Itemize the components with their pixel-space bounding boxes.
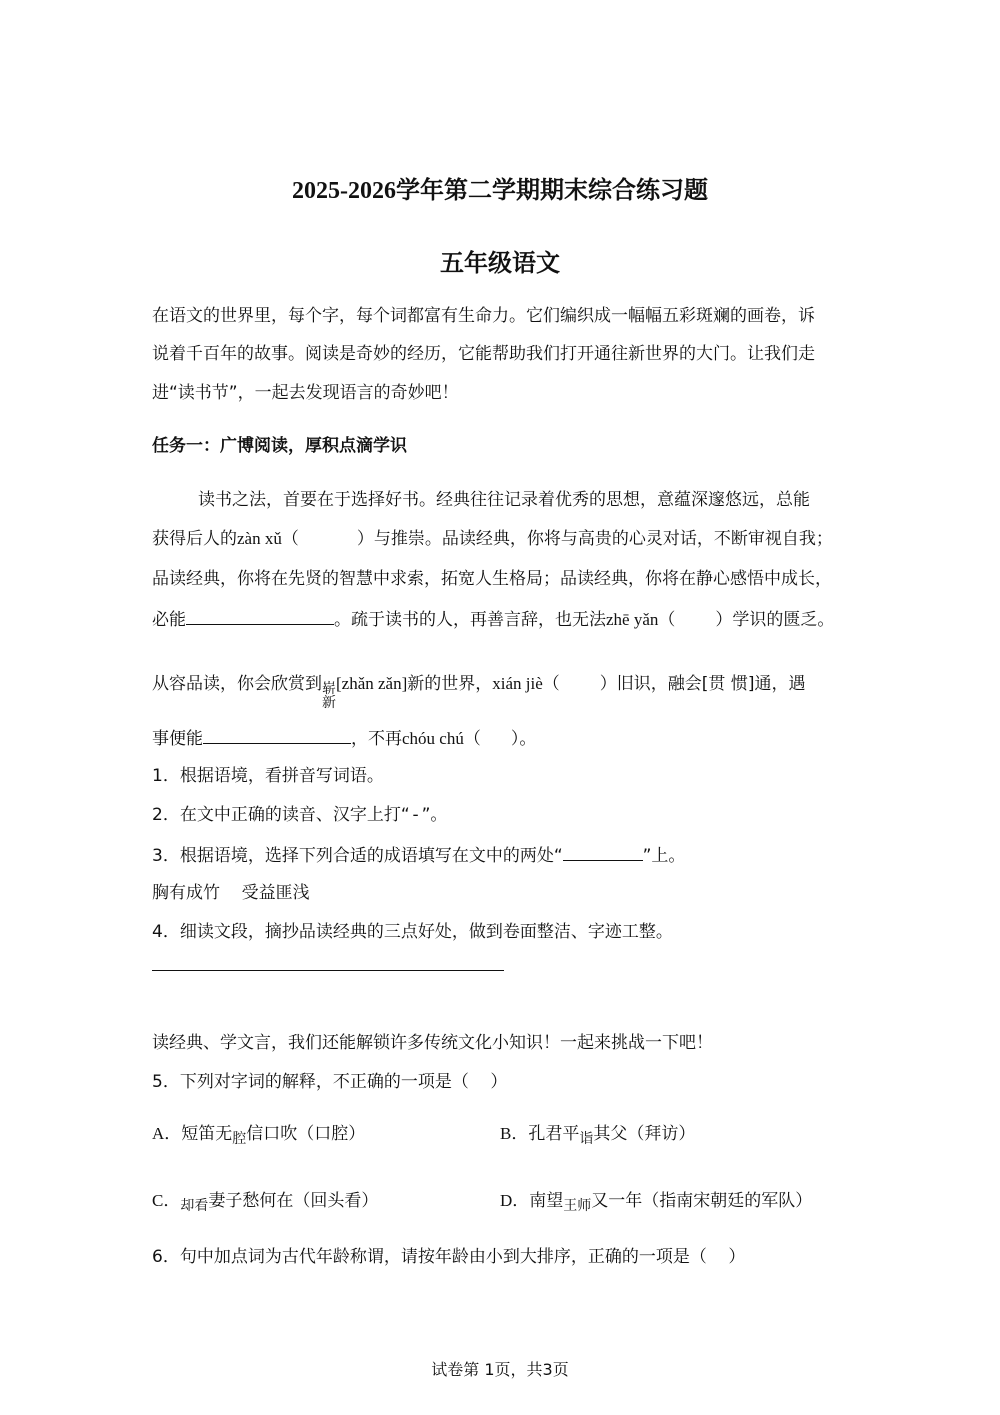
stack-top: 崭: [322, 681, 336, 697]
passage-text: ，不再: [351, 729, 402, 749]
paren-open: （: [281, 529, 299, 549]
title-year: 2025-2026: [292, 178, 396, 204]
passage-text: 。疏于读书的人，再善言辞，也无法: [334, 610, 606, 630]
stack-bottom: 看: [194, 1198, 209, 1214]
answer-line[interactable]: [152, 970, 504, 971]
passage-line-6: [152, 725, 536, 751]
blank-line: [563, 842, 643, 861]
stacked-chars: [180, 1199, 208, 1213]
option-b[interactable]: [500, 1122, 695, 1146]
passage-line-5: [152, 672, 805, 710]
stack-top: 诣: [579, 1131, 594, 1147]
question-5: 5．下列对字词的解释，不正确的一项是（ ）: [152, 1072, 508, 1092]
question-text: ”。: [421, 805, 448, 825]
section-lead: 读经典、学文言，我们还能解锁许多传统文化小知识！一起来挑战一下吧！: [152, 1033, 713, 1053]
question-text: 2．在文中正确的读音、汉字上打“: [152, 805, 410, 825]
option-text: 短笛无: [181, 1124, 233, 1144]
stack-top: 王: [563, 1198, 578, 1214]
stacked-chars: [322, 682, 336, 710]
passage-text: 必能: [152, 610, 186, 630]
paren-close: ）: [715, 610, 733, 630]
pinyin-choice-zhan[interactable]: [zhǎn zǎn]新的世界，: [336, 674, 493, 693]
question-1: 1．根据语境，看拼音写词语。: [152, 766, 384, 786]
passage-line-1: 读书之法，首要在于选择好书。经典往往记录着优秀的思想，意蕴深邃悠远，总能: [198, 490, 810, 510]
option-label: B．: [500, 1124, 529, 1143]
option-c[interactable]: [152, 1189, 378, 1213]
passage-text: 从容品读，你会欣赏到: [152, 674, 322, 694]
option-text: 孔君平: [528, 1124, 580, 1144]
stack-top: 腔: [232, 1131, 247, 1147]
option-label: C．: [152, 1191, 181, 1210]
pinyin-chouchu: chóu chú: [402, 729, 464, 748]
passage-line-3: 品读经典，你将在先贤的智慧中求索，拓宽人生格局；品读经典，你将在静心感悟中成长，: [152, 569, 832, 589]
question-text: ”上。: [642, 846, 686, 866]
intro-line-1: 在语文的世界里，每个字，每个词都富有生命力。它们编织成一幅幅五彩斑斓的画卷，诉: [152, 306, 815, 326]
stack-top: 却: [180, 1198, 195, 1214]
passage-line-2: [152, 527, 833, 551]
paren-close: ）: [510, 729, 520, 749]
passage-text: 旧识，融会[贯 惯]通，遇: [616, 674, 806, 694]
passage-text: 。: [519, 729, 537, 749]
option-label: D．: [500, 1191, 530, 1210]
paren-open: （: [542, 674, 560, 694]
option-text: 信口吹（口腔）: [246, 1124, 366, 1144]
title-text: 学年第二学期期末综合练习题: [396, 176, 708, 204]
paren-close: ）: [356, 529, 374, 549]
stacked-chars: [232, 1132, 246, 1146]
passage-text: 学识的匮乏。: [732, 610, 835, 630]
paren-open: （: [463, 729, 481, 749]
stack-bottom: 师: [577, 1198, 592, 1214]
question-3: [152, 842, 685, 868]
option-text: 又一年（指南宋朝廷的军队）: [591, 1191, 813, 1211]
task1-heading: 任务一：广博阅读，厚积点滴学识: [152, 436, 407, 456]
passage-text: 事便能: [152, 729, 203, 749]
option-d[interactable]: [500, 1189, 812, 1213]
stacked-chars: [579, 1132, 593, 1146]
option-label: A．: [152, 1124, 182, 1143]
stack-bottom: 新: [322, 695, 336, 711]
pinyin-zheyan: zhē yǎn: [606, 610, 659, 629]
stacked-chars: [563, 1199, 591, 1213]
question-6: 6．句中加点词为古代年龄称谓，请按年龄由小到大排序，正确的一项是（ ）: [152, 1247, 746, 1267]
paren-close: ）: [599, 674, 617, 694]
idiom-blank-2[interactable]: [203, 725, 351, 744]
idiom-options: 胸有成竹 受益匪浅: [152, 883, 310, 903]
option-text: 其父（拜访）: [593, 1124, 696, 1144]
passage-text: 获得后人的: [152, 529, 237, 549]
pinyin-zanxu: zàn xǔ: [237, 529, 282, 548]
option-a[interactable]: [152, 1122, 365, 1146]
question-text: 3．根据语境，选择下列合适的成语填写在文中的两处“: [152, 846, 563, 866]
page-footer: 试卷第 1页，共3页: [431, 1360, 569, 1379]
intro-line-3: 进“读书节”，一起去发现语言的奇妙吧！: [152, 383, 459, 403]
idiom-blank-1[interactable]: [186, 606, 334, 625]
mark-symbol: -: [412, 805, 419, 825]
passage-text: 与推崇。品读经典，你将与高贵的心灵对话，不断审视自我；: [373, 529, 833, 549]
option-text: 南望: [529, 1191, 564, 1211]
option-text: 妻子愁何在（回头看）: [208, 1191, 379, 1211]
page-title: [0, 170, 1000, 205]
page-subtitle: 五年级语文: [440, 249, 560, 277]
intro-line-2: 说着千百年的故事。阅读是奇妙的经历，它能帮助我们打开通往新世界的大门。让我们走: [152, 344, 815, 364]
question-2: [152, 803, 447, 827]
paren-open: （: [658, 610, 676, 630]
question-4: 4．细读文段，摘抄品读经典的三点好处，做到卷面整洁、字迹工整。: [152, 922, 673, 942]
pinyin-xianjie: xián jiè: [492, 674, 543, 693]
passage-line-4: [152, 606, 834, 632]
